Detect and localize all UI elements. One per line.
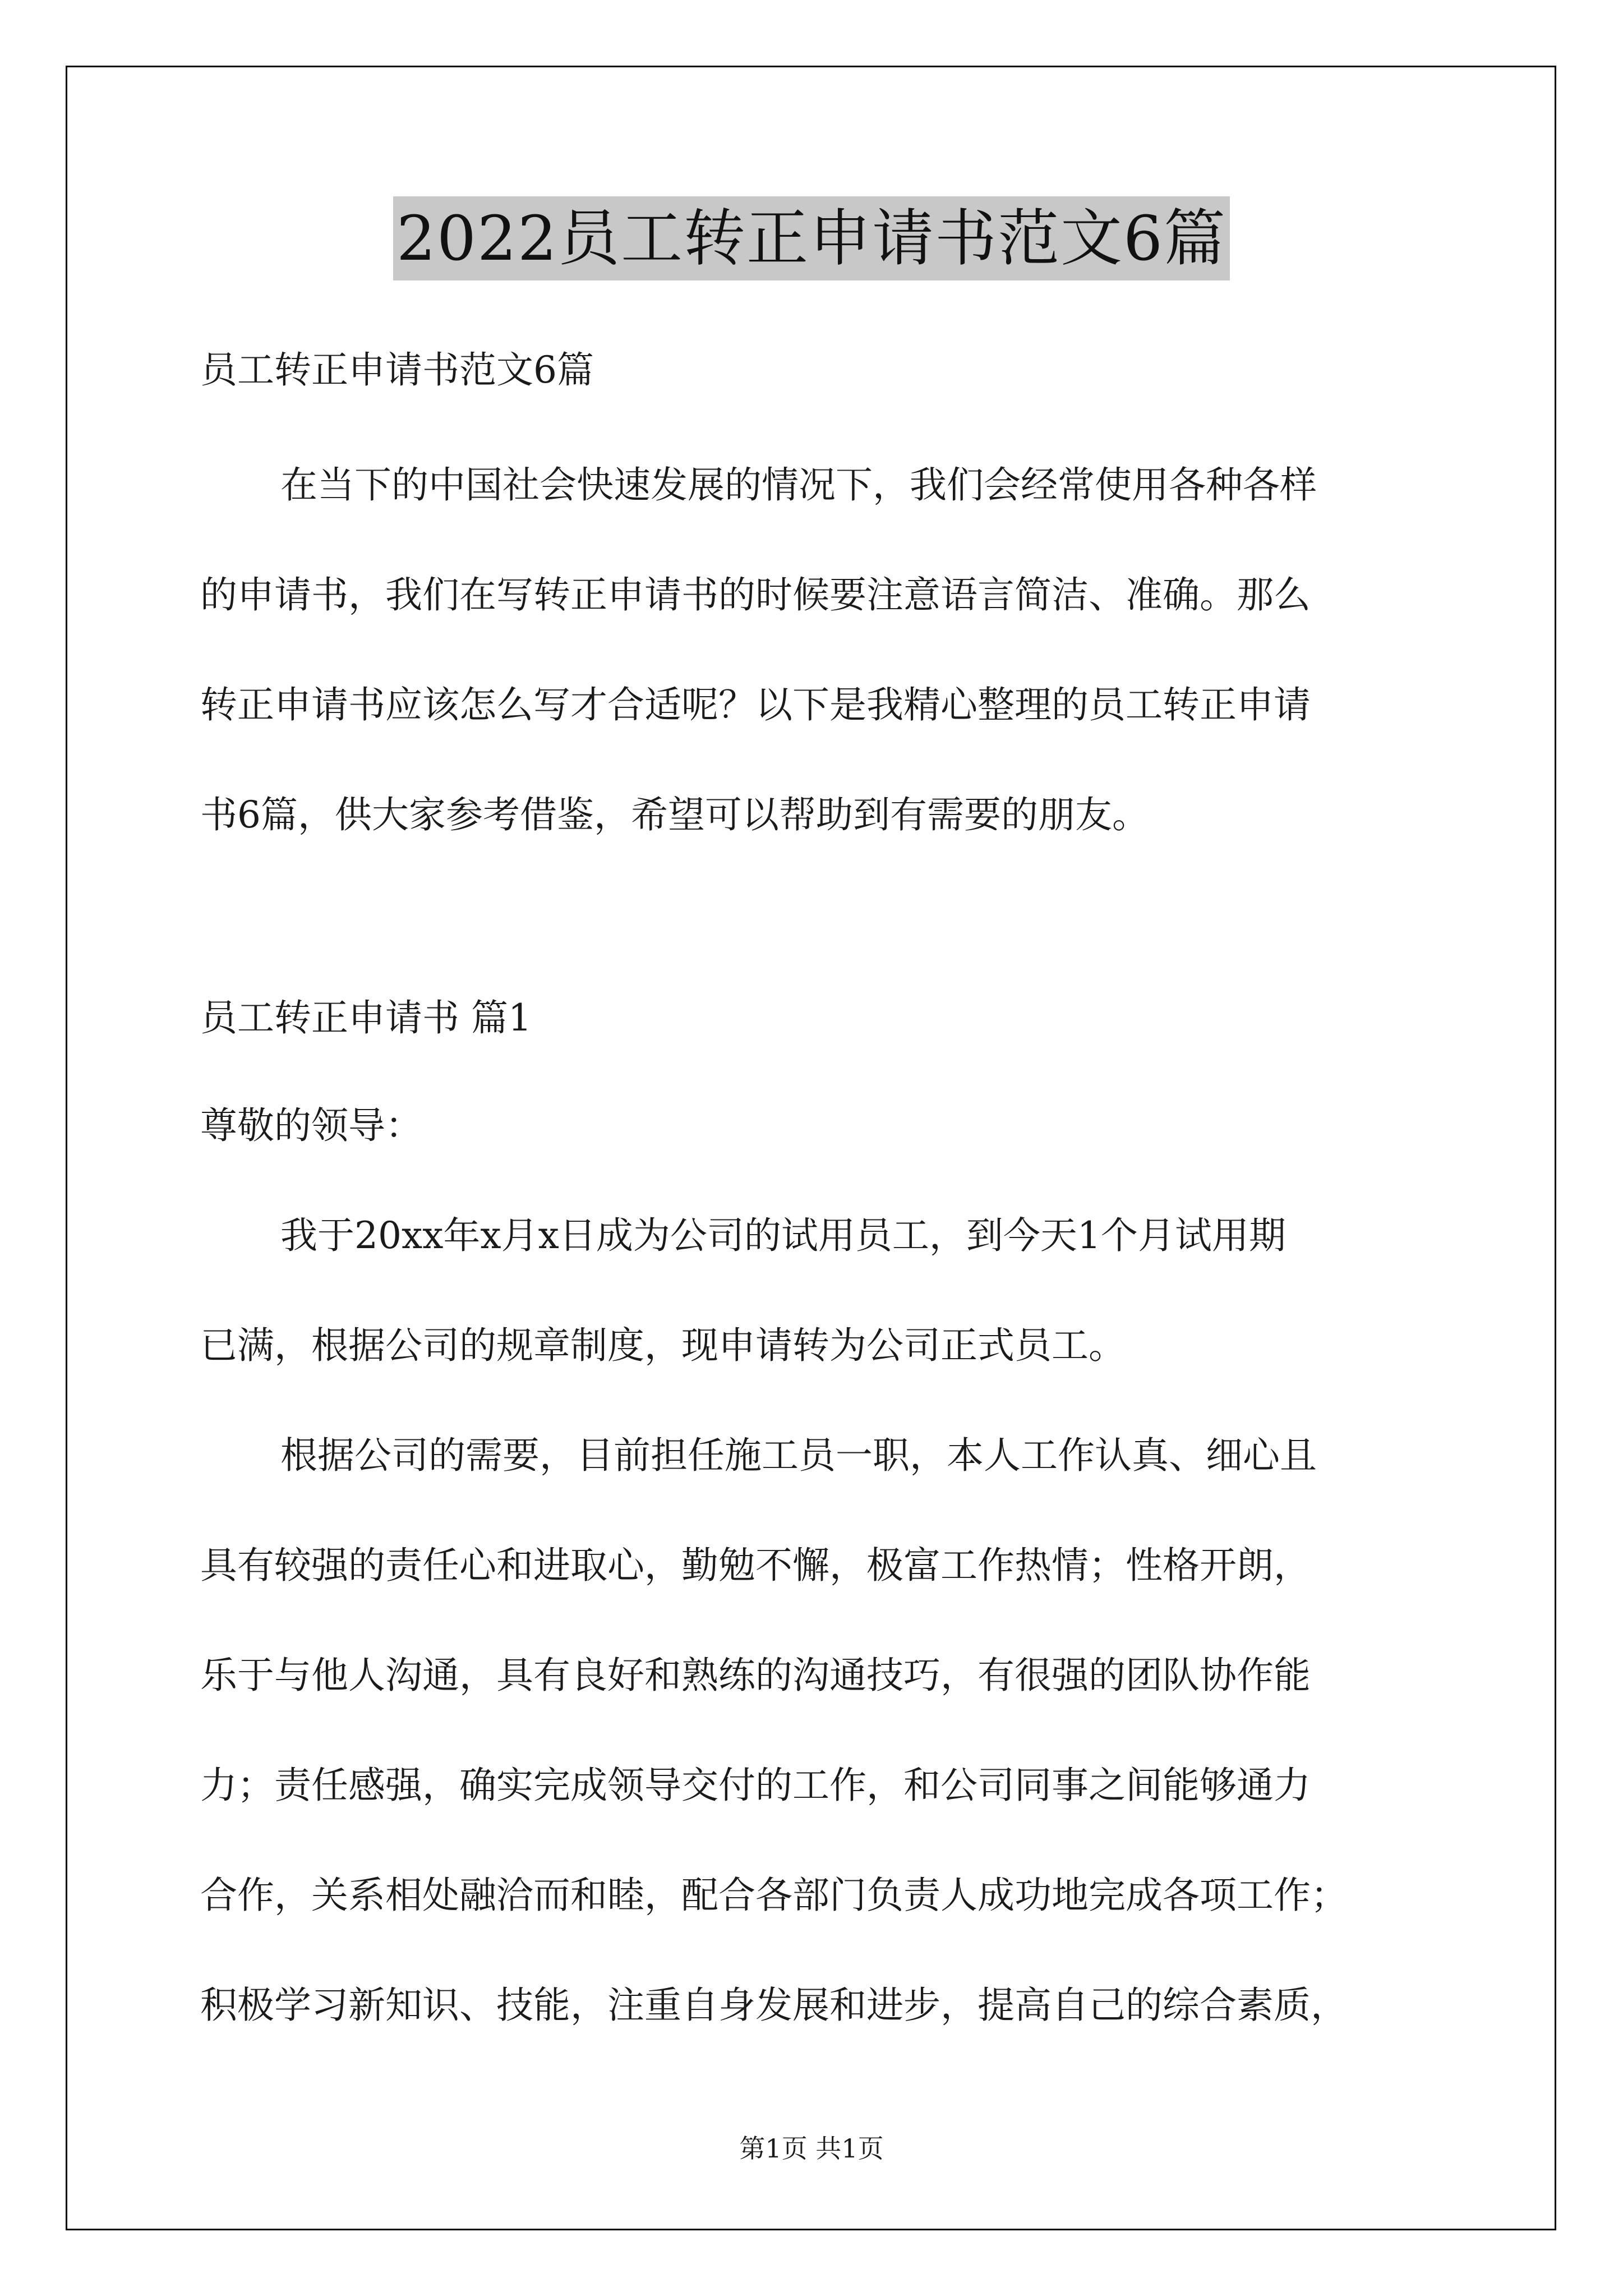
body-line: 积极学习新知识、技能，注重自身发展和进步，提高自己的综合素质， — [200, 1984, 1348, 2027]
body-line: 转正申请书应该怎么写才合适呢？以下是我精心整理的员工转正申请 — [200, 683, 1311, 726]
body-line: 具有较强的责任心和进取心，勤勉不懈，极富工作热情；性格开朗， — [200, 1544, 1311, 1587]
title-container — [0, 196, 1623, 280]
page-footer: 第1页 共1页 — [739, 2133, 884, 2164]
section-heading: 员工转正申请书 篇1 — [200, 996, 532, 1039]
body-line: 乐于与他人沟通，具有良好和熟练的沟通技巧，有很强的团队协作能 — [200, 1654, 1311, 1697]
body-line: 根据公司的需要，目前担任施工员一职，本人工作认真、细心且 — [280, 1434, 1317, 1477]
body-line: 合作，关系相处融洽而和睦，配合各部门负责人成功地完成各项工作； — [200, 1874, 1348, 1917]
body-line: 已满，根据公司的规章制度，现申请转为公司正式员工。 — [200, 1324, 1126, 1367]
salutation: 尊敬的领导： — [200, 1104, 422, 1147]
body-line: 我于20xx年x月x日成为公司的试用员工，到今天1个月试用期 — [280, 1214, 1286, 1257]
body-line: 力；责任感强，确实完成领导交付的工作，和公司同事之间能够通力 — [200, 1764, 1311, 1807]
body-line: 在当下的中国社会快速发展的情况下，我们会经常使用各种各样 — [280, 463, 1317, 507]
subtitle: 员工转正申请书范文6篇 — [200, 348, 594, 392]
body-line: 书6篇，供大家参考借鉴，希望可以帮助到有需要的朋友。 — [200, 793, 1149, 836]
document-title: 2022员工转正申请书范文6篇 — [393, 196, 1230, 280]
body-line: 的申请书，我们在写转正申请书的时候要注意语言简洁、准确。那么 — [200, 573, 1311, 616]
